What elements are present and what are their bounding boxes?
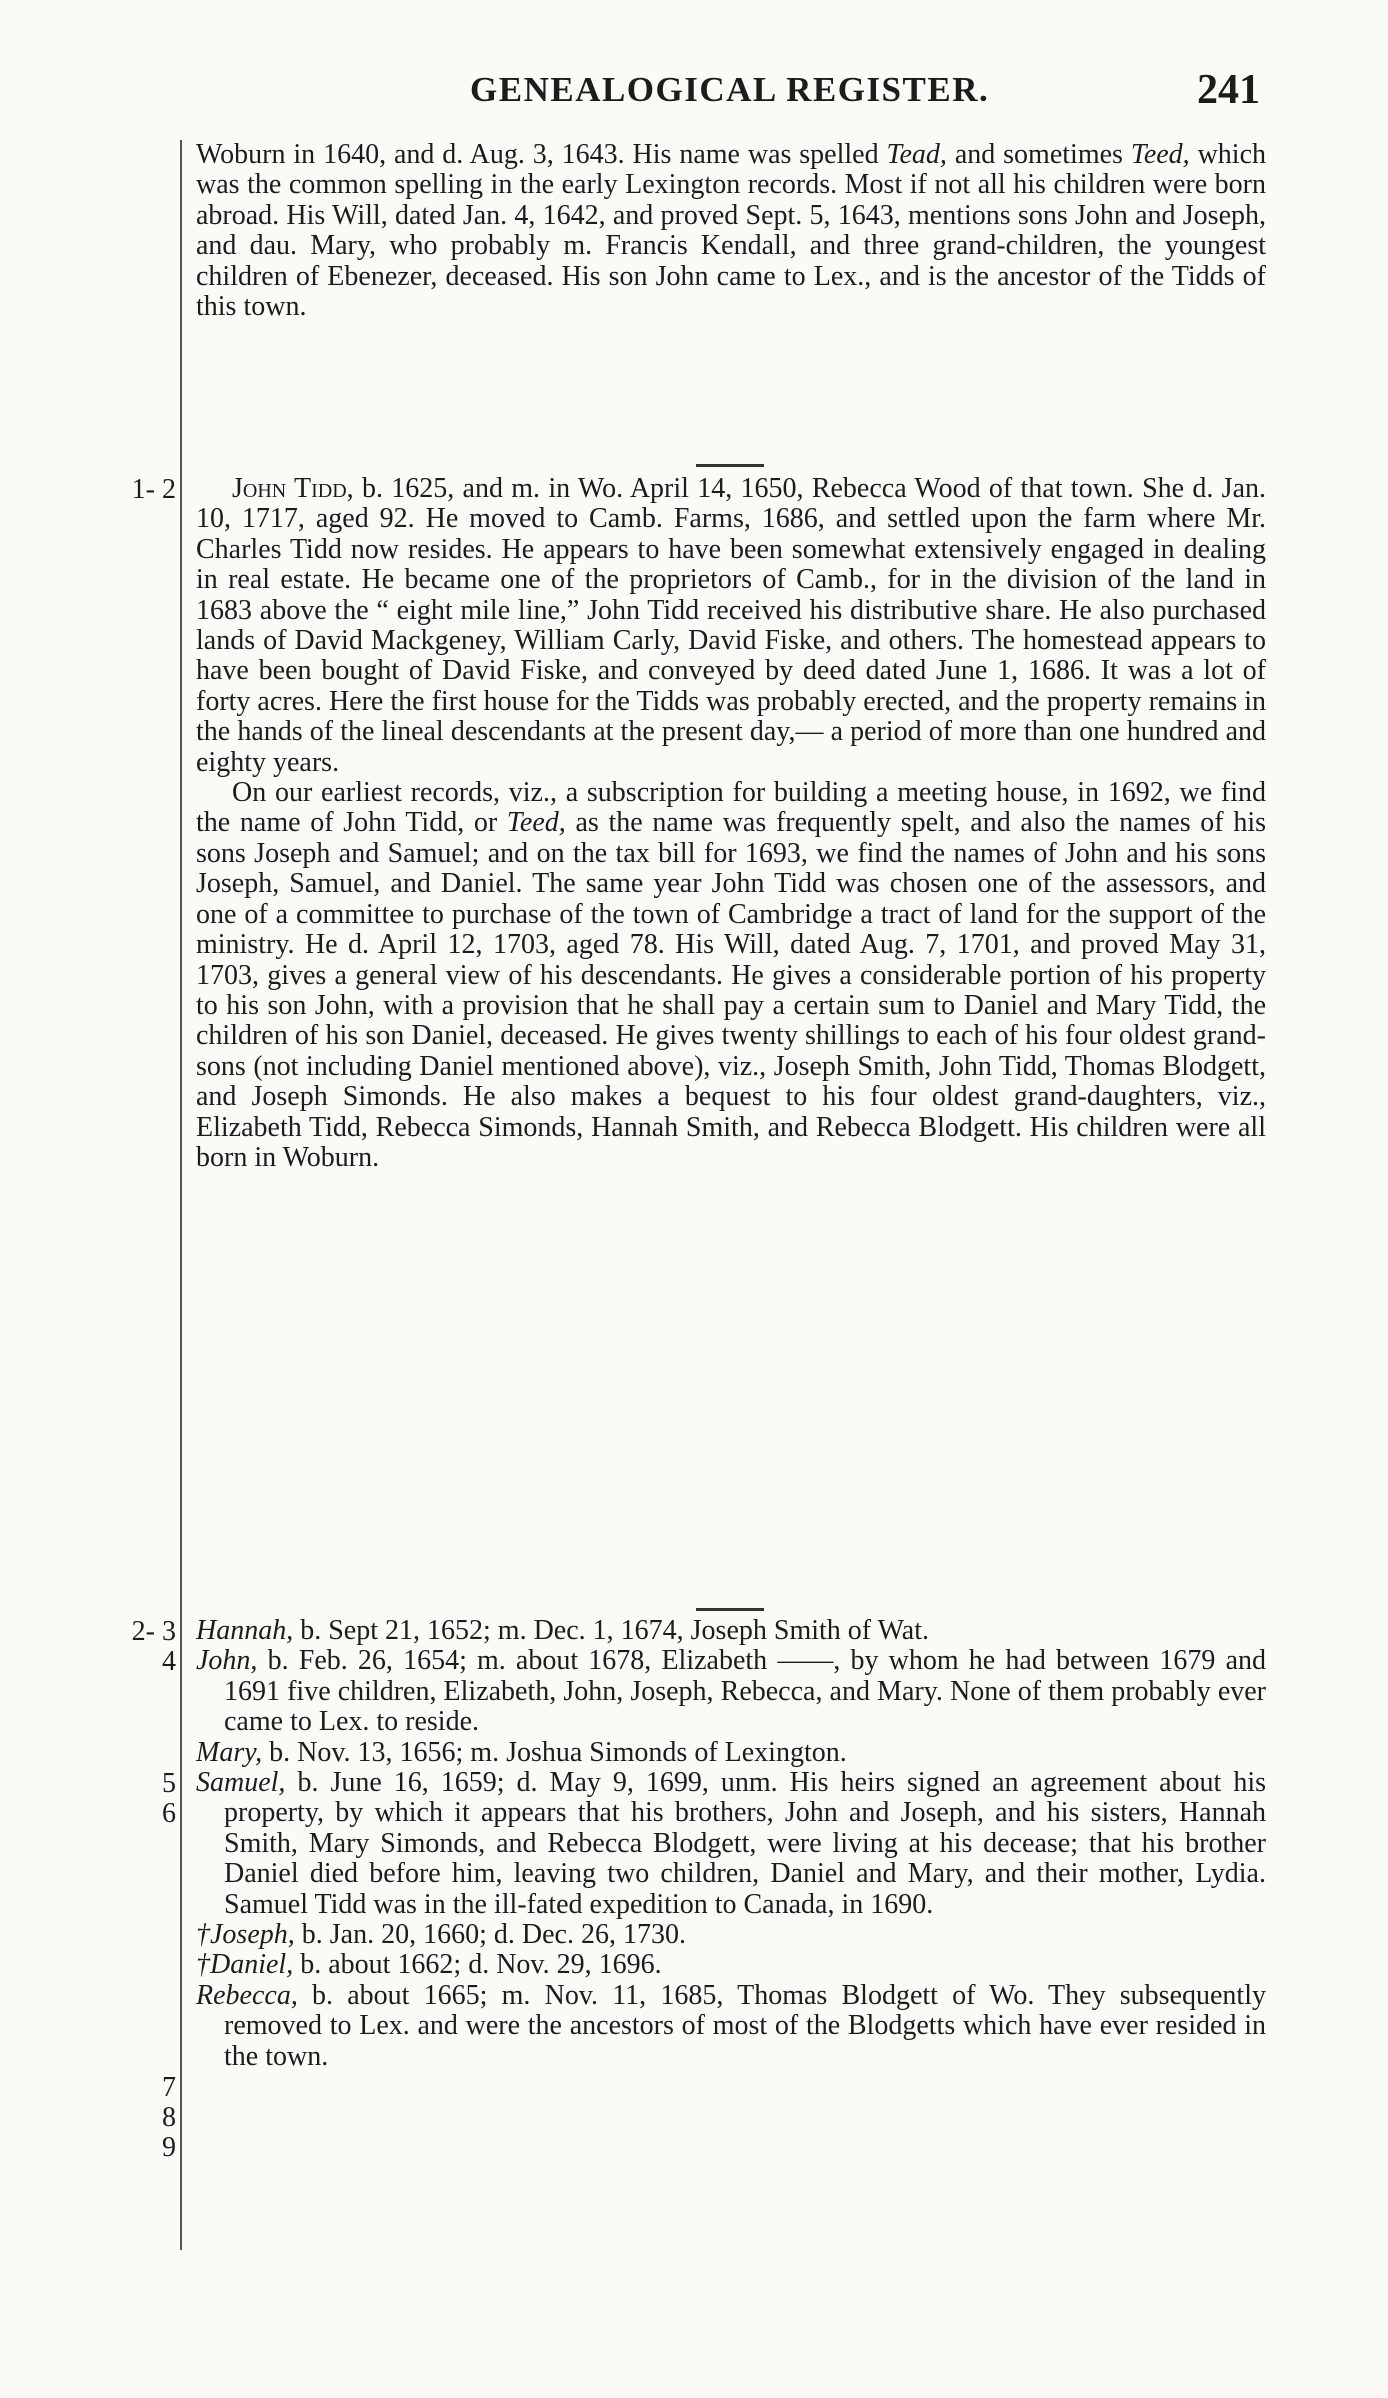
child-text: b. Sept 21, 1652; m. Dec. 1, 1674, Joseph Smith of Wat. [293,1615,929,1646]
list-item [196,1950,1266,1980]
ref-number: 2- 3 [131,1616,176,1647]
list-item [196,1646,1266,1737]
child-name: Mary, [196,1736,263,1768]
page-number: 241 [1197,67,1260,113]
child-text: b. June 16, 1659; d. May 9, 1699, unm. His heirs signed an agreement about his property, by which it appears that his brothers, John and Joseph, and his sisters, Hannah Smith, Mary Simonds, and Rebecca Blodgett, were living at his decease; that his brother Daniel died before him, leaving two children, Daniel and Mary, and their mother, Lydia. Samuel Tidd was in the ill-fated expedition to Canada, in 1690. [224,1767,1266,1920]
john-tidd-text-2a: On our earliest records, viz., a subscription for building a meeting house, in 1692, we find the name of John Tidd, or [196,777,1266,839]
child-text: b. about 1662; d. Nov. 29, 1696. [293,1949,662,1981]
john-tidd-text-1: , b. 1625, and m. in Wo. April 14, 1650, Rebecca Wood of that town. She d. Jan. 10, 1717, aged 92. He moved to Camb. Farms, 1686, and settled upon the farm where Mr. Charles Tidd now resides. He appears to have been somewhat extensively engaged in dealing in real estate. He became one of the proprietors of Camb., for in the division of the land in 1683 above the “ eight mile line,” John Tidd received his distributive share. He also purchased lands of David Mackgeney, William Carly, David Fiske, and others. The homestead appears to have been bought of David Fiske, and conveyed by deed dated June 1, 1686. It was a lot of forty acres. Here the first house for the Tidds was probably erected, and the property remains in the hands of the lineal descendants at the present day,— a period of more than one hundred and eighty years. [196,473,1266,778]
ref-number: 7 [162,2072,176,2103]
child-text: b. Nov. 13, 1656; m. Joshua Simonds of Lexington. [262,1736,847,1768]
john-tidd-text-2b: as the name was frequently spelt, and also the names of his sons Joseph and Samuel; and on the tax bill for 1693, we find the names of John and his sons Joseph, Samuel, and Daniel. The same year John Tidd was chosen one of the assessors, and one of a committee to purchase of the town of Cambridge a tract of land for the support of the ministry. He d. April 12, 1703, aged 78. His Will, dated Aug. 7, 1701, and proved May 31, 1703, gives a general view of his descendants. He gives a considerable portion of his property to his son John, with a provision that he shall pay a certain sum to Daniel and Mary Tidd, the children of his son Daniel, deceased. He gives twenty shillings to each of his four oldest grand-sons (not including Daniel mentioned above), viz., Joseph Smith, John Tidd, Thomas Blodgett, and Joseph Simonds. He also makes a bequest to his four oldest grand-daughters, viz., Elizabeth Tidd, Rebecca Simonds, Hannah Smith, and Rebecca Blodgett. His children were all born in Woburn. [196,807,1266,1173]
margin-rule [180,140,182,2250]
ref-number: 6 [162,1798,176,1829]
running-title: GENEALOGICAL REGISTER. [470,70,990,109]
john-tidd-name: John Tidd [232,473,347,504]
list-item [196,1616,1266,1646]
child-name: Samuel, [196,1767,286,1799]
john-tidd-entry [196,474,1266,1173]
child-text: b. Jan. 20, 1660; d. Dec. 26, 1730. [294,1919,686,1951]
section-separator [696,464,764,467]
children-list [196,1616,1266,2072]
ref-number: 9 [162,2132,176,2163]
intro-text-1: Woburn in 1640, and d. Aug. 3, 1643. His name was spelled [196,139,887,170]
child-name: John, [196,1645,258,1677]
ref-number: 8 [162,2102,176,2133]
child-name: †Daniel, [196,1949,294,1981]
child-text: b. about 1665; m. Nov. 11, 1685, Thomas Blodgett of Wo. They subsequently removed to Lex. and were the ancestors of most of the Blodgetts which have ever resided in the town. [224,1979,1266,2072]
intro-text-2: and sometimes [946,139,1131,170]
ref-number: 4 [162,1646,176,1677]
intro-teed: Teed, [1130,139,1190,170]
list-item [196,1768,1266,1920]
ref-number: 5 [162,1768,176,1799]
child-text: b. Feb. 26, 1654; m. about 1678, Elizabeth ——, by whom he had between 1679 and 1691 five children, Elizabeth, John, Joseph, Rebecca, and Mary. None of them probably ever came to Lex. to reside. [224,1645,1266,1738]
list-item [196,1981,1266,2072]
child-name: Hannah, [196,1615,294,1646]
child-name: Rebecca, [196,1979,298,2011]
intro-text-3: which was the common spelling in the early Lexington records. Most if not all his children were born abroad. His Will, dated Jan. 4, 1642, and proved Sept. 5, 1643, mentions sons John and Joseph, and dau. Mary, who probably m. Francis Kendall, and three grand-children, the youngest children of Ebenezer, deceased. His son John came to Lex., and is the ancestor of the Tidds of this town. [196,139,1266,323]
john-tidd-teed: Teed, [506,807,566,839]
child-name: †Joseph, [196,1919,295,1951]
intro-paragraph [196,140,1266,322]
intro-tead: Tead, [886,139,947,170]
list-item [196,1920,1266,1950]
ref-number: 1- 2 [131,474,176,505]
section-separator [696,1608,764,1611]
list-item [196,1738,1266,1768]
